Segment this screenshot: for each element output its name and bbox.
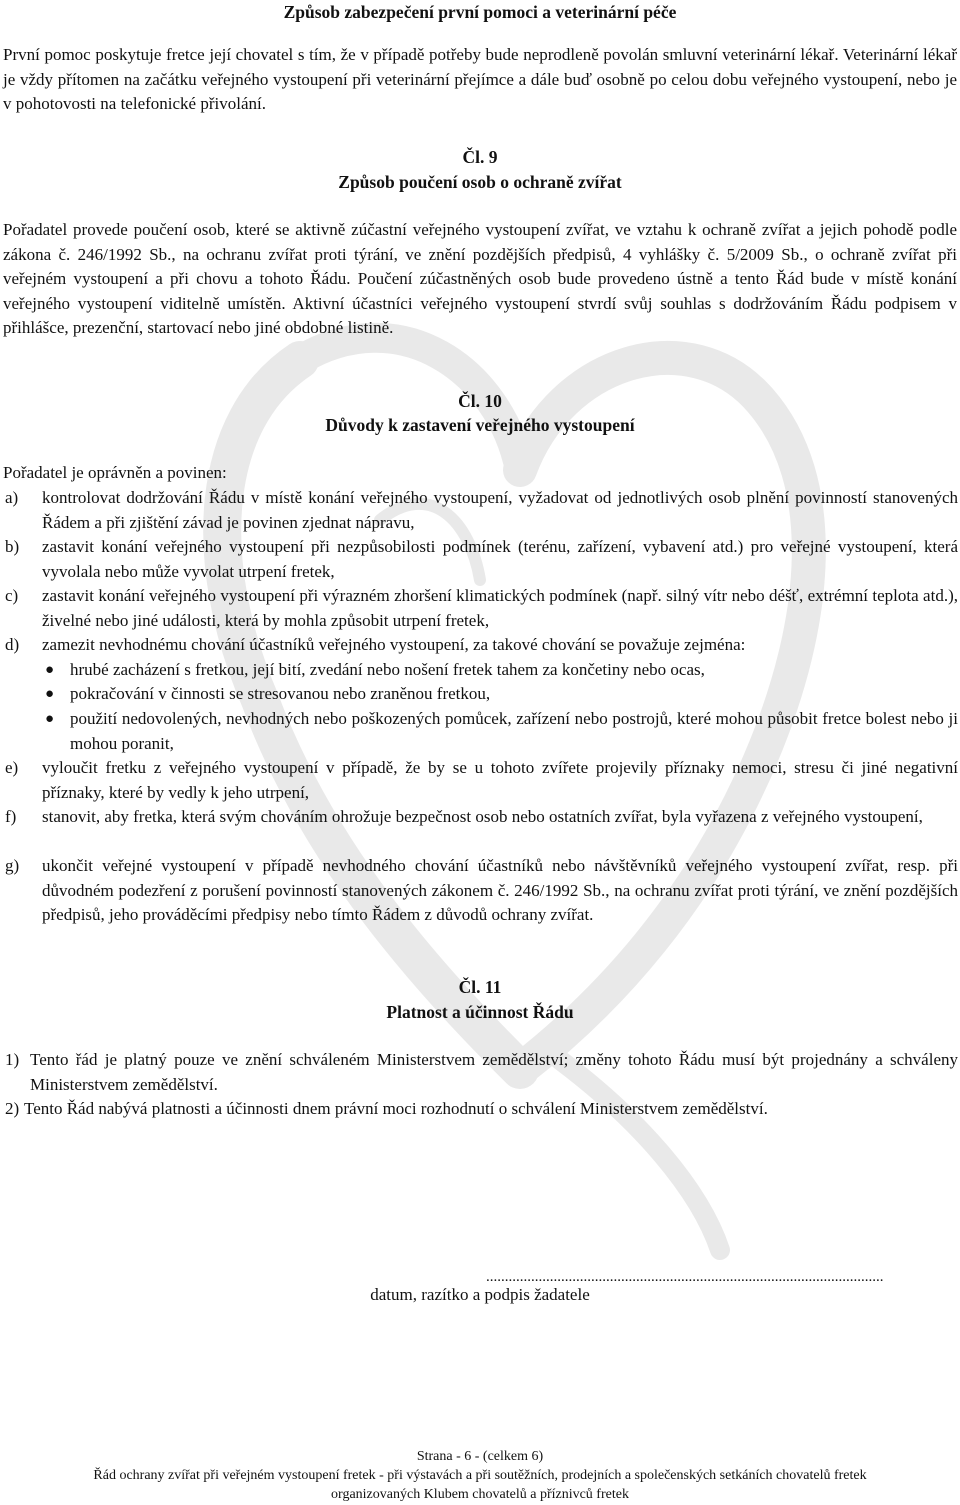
list-item-label: c) [5,586,19,605]
list-item: zastavit konání veřejného vystoupení při výrazném zhoršení klimatických podmínek (např. silný vítr nebo déšť, extrémní teplota atd.), živelné nebo jiné události, která by mohla způsobit utrpení fretek, [42,586,958,630]
intro-paragraph: První pomoc poskytuje fretce její chovatel s tím, že v případě potřeby bude neprodleně povolán smluvní veterinární lékař. Veterinární lékař je vždy přítomen na začátku veřejného vystoupení při veterinární přejímce a dále buď osobně po celou dobu veřejného vystoupení, nebo je v pohotovosti na telefonické přivolání. [3,45,957,113]
list-item-label: d) [5,635,20,654]
list-item: zastavit konání veřejného vystoupení při nezpůsobilosti podmínek (terénu, zařízení, vybavení atd.) pro veřejné vystoupení, která vyvolala nebo může vyvolat utrpení fretek, [42,537,958,581]
intro-heading: Způsob zabezpečení první pomoci a veterinární péče [283,2,677,22]
numbered-item: Tento řád je platný pouze ve znění schváleném Ministerstvem zemědělství; změny tohoto Řádu musí být projednány a schváleny Ministerstvem zemědělství. [30,1050,958,1094]
article-10-number: Čl. 10 [458,391,502,411]
numbered-item-label: 2) [5,1099,20,1118]
numbered-item-label: 1) [5,1050,20,1069]
list-item: zamezit nevhodnému chování účastníků veřejného vystoupení, za takové chování se považuje zejména: [42,635,746,654]
signature-line: .......................................................................................................... [486,1269,884,1285]
numbered-item: Tento Řád nabývá platnosti a účinnosti dnem právní moci rozhodnutí o schválení Ministerstvem zemědělství. [24,1099,768,1118]
article-9-title: Způsob poučení osob o ochraně zvířat [338,172,622,192]
article-10-title: Důvody k zastavení veřejného vystoupení [325,415,635,435]
list-item-label: g) [5,856,20,875]
article-9-number: Čl. 9 [462,147,498,167]
footer-line-1: Řád ochrany zvířat při veřejném vystoupení fretek - při výstavách a při soutěžních, prodejních a společenských setkáních chovatelů fretek [93,1468,867,1483]
footer-page-number: Strana - 6 - (celkem 6) [416,1449,544,1464]
list-item-label: b) [5,537,20,556]
bullet-icon: ● [45,711,55,727]
list-item-label: a) [5,488,19,507]
bullet-item: hrubé zacházení s fretkou, její bití, zvedání nebo nošení fretek tahem za končetiny nebo ocas, [70,660,705,679]
bullet-icon: ● [45,686,55,702]
bullet-item: pokračování v činnosti se stresovanou nebo zraněnou fretkou, [70,684,491,703]
list-item: vyloučit fretku z veřejného vystoupení v případě, že by se u tohoto zvířete projevily příznaky nemoci, stresu či jiné negativní příznaky, které by vedly k jeho utrpení, [42,758,958,802]
footer-line-2: organizovaných Klubem chovatelů a příznivců fretek [331,1487,629,1502]
article-9-paragraph: Pořadatel provede poučení osob, které se aktivně zúčastní veřejného vystoupení zvířat, ve vztahu k ochraně zvířat a jejich pohodě podle zákona č. 246/1992 Sb., na ochranu zvířat proti týrání, ve znění pozdějších předpisů, 4 vyhlášky č. 5/2009 Sb., o ochraně zvířat při veřejném vystoupení a při chovu a tohoto Řádu. Poučení zúčastněných osob bude provedeno ústně a tento Řád bude v místě konání veřejného vystoupení viditelně umístěn. Aktivní účastníci veřejného vystoupení stvrdí svůj souhlas s dodržováním Řádu podpisem v přihlášce, prezenční, startovací nebo jiné obdobné listině. [3,220,957,337]
list-item: ukončit veřejné vystoupení v případě nevhodného chování účastníků nebo návštěvníků veřejného vystoupení zvířat, resp. při důvodném podezření z porušení povinností stanovených zákonem č. 246/1992 Sb., na ochranu zvířat proti týrání, ve znění pozdějších předpisů, jeho prováděcími předpisy nebo tímto Řádem z důvodů ochrany zvířat. [42,856,958,924]
article-11-title: Platnost a účinnost Řádu [386,1002,574,1022]
bullet-item: použití nedovolených, nevhodných nebo poškozených pomůcek, zařízení nebo postrojů, které mohou působit fretce bolest nebo ji mohou poranit, [70,709,958,753]
article-11-number: Čl. 11 [458,977,502,997]
bullet-icon: ● [45,662,55,678]
list-item-label: e) [5,758,19,777]
list-item: stanovit, aby fretka, která svým chováním ohrožuje bezpečnost osob nebo ostatních zvířat, byla vyřazena z veřejného vystoupení, [42,807,923,826]
signature-label: datum, razítko a podpis žadatele [370,1285,590,1304]
list-item: kontrolovat dodržování Řádu v místě konání veřejného vystoupení, vyžadovat od jednotlivých osob plnění povinností stanovených Řádem a při zjištění závad je povinen zjednat nápravu, [42,488,958,532]
article-10-intro: Pořadatel je oprávněn a povinen: [3,463,227,482]
list-item-label: f) [5,807,17,826]
